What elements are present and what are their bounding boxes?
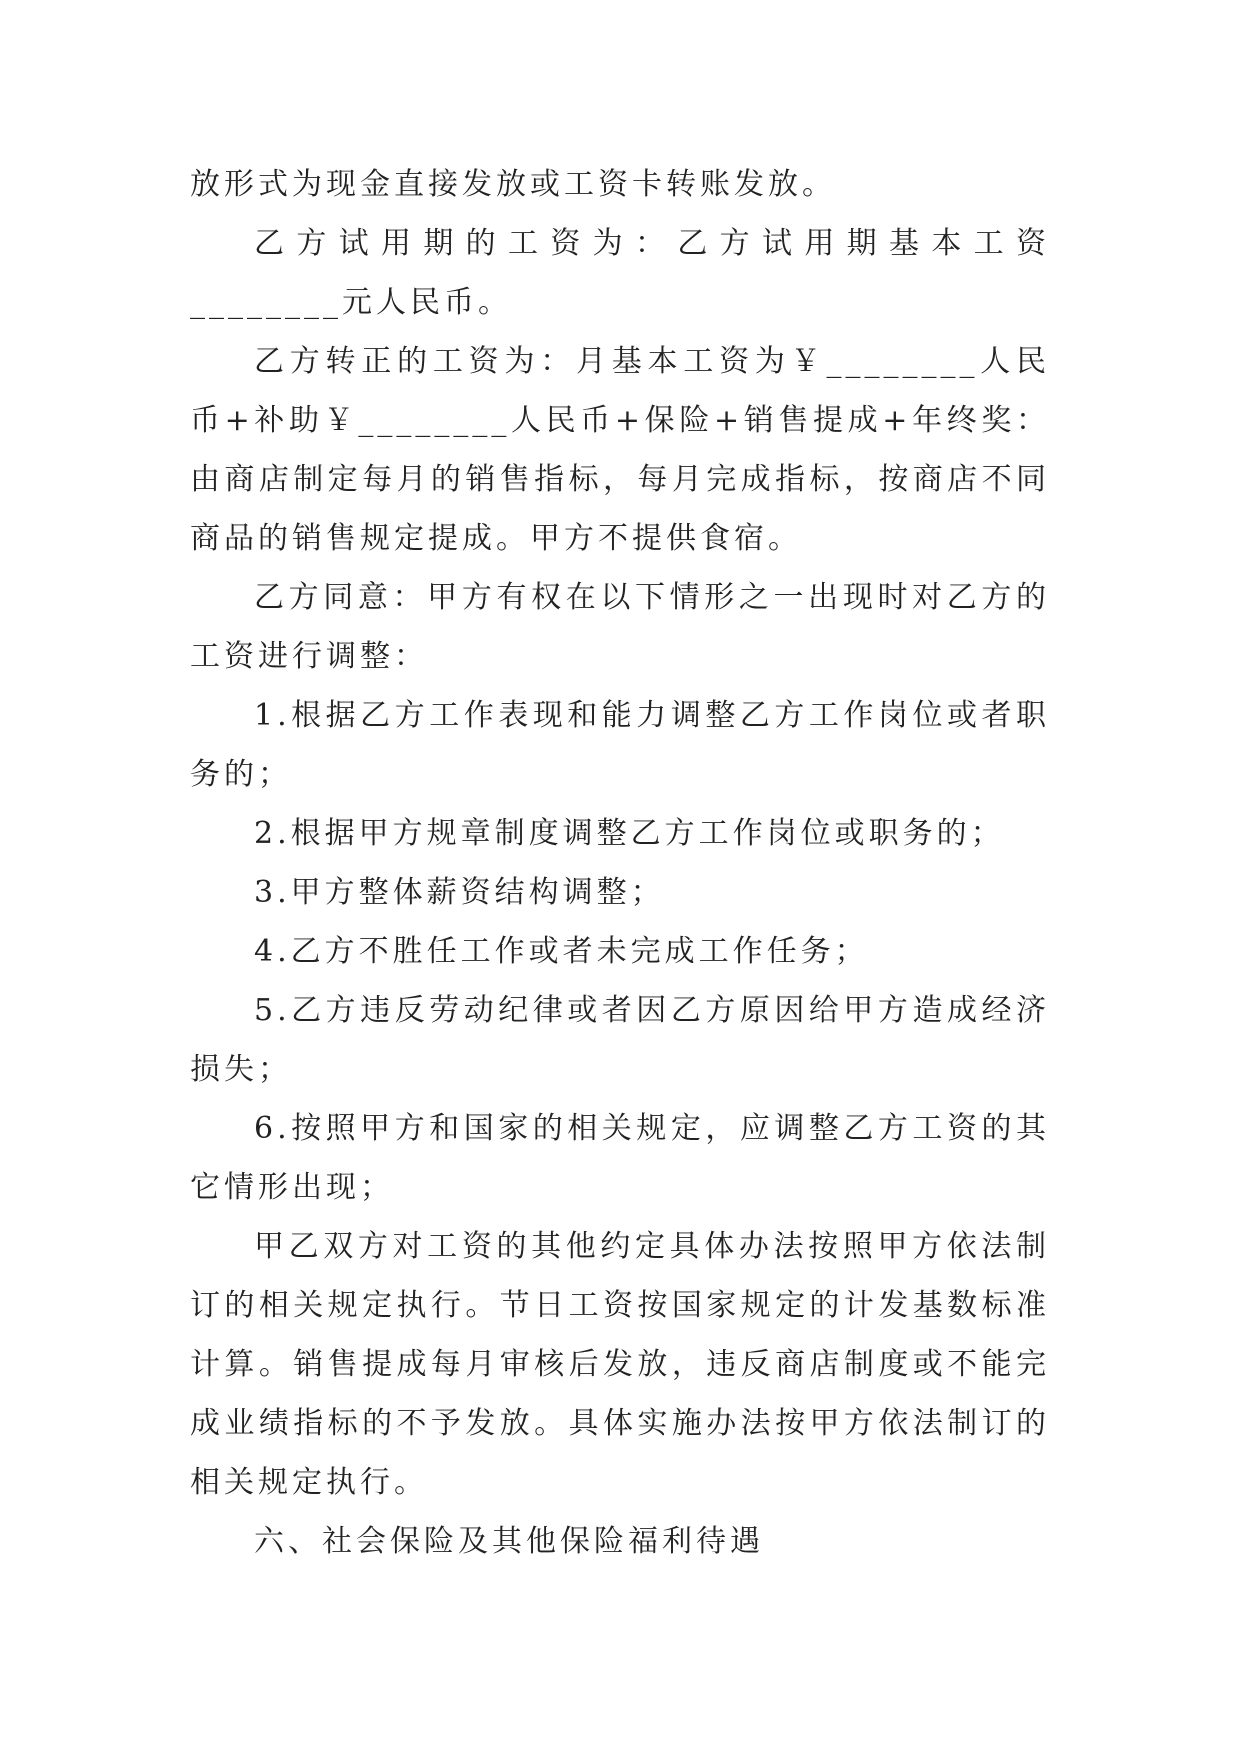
- list-item-adjustment-4: 4.乙方不胜任工作或者未完成工作任务；: [254, 934, 869, 969]
- list-item-adjustment-5: 5.乙方违反劳动纪律或者因乙方原因给甲方造成经济损失；: [190, 993, 1050, 1087]
- paragraph-payment-method: 放形式为现金直接发放或工资卡转账发放。: [190, 167, 836, 202]
- list-item-adjustment-6: 6.按照甲方和国家的相关规定，应调整乙方工资的其它情形出现；: [190, 1111, 1050, 1205]
- document-body: [190, 155, 1050, 1571]
- paragraph-regular-salary: 乙方转正的工资为：月基本工资为￥________人民币+补助￥________人民币+保险+销售提成+年终奖：由商店制定每月的销售指标，每月完成指标，按商店不同商品的销售规定提成。甲方不提供食宿。: [190, 344, 1050, 556]
- paragraph-salary-adjustment: 乙方同意：甲方有权在以下情形之一出现时对乙方的工资进行调整：: [190, 580, 1050, 674]
- paragraph-probation-salary: 乙方试用期的工资为：乙方试用期基本工资________元人民币。: [190, 226, 1050, 320]
- list-item-adjustment-2: 2.根据甲方规章制度调整乙方工作岗位或职务的；: [254, 816, 1005, 851]
- list-item-adjustment-3: 3.甲方整体薪资结构调整；: [254, 875, 665, 910]
- paragraph-other-agreements: 甲乙双方对工资的其他约定具体办法按照甲方依法制订的相关规定执行。节日工资按国家规定的计发基数标准计算。销售提成每月审核后发放，违反商店制度或不能完成业绩指标的不予发放。具体实施办法按甲方依法制订的相关规定执行。: [190, 1229, 1050, 1500]
- section-heading-social-insurance: 六、社会保险及其他保险福利待遇: [254, 1524, 764, 1559]
- list-item-adjustment-1: 1.根据乙方工作表现和能力调整乙方工作岗位或者职务的；: [190, 698, 1050, 792]
